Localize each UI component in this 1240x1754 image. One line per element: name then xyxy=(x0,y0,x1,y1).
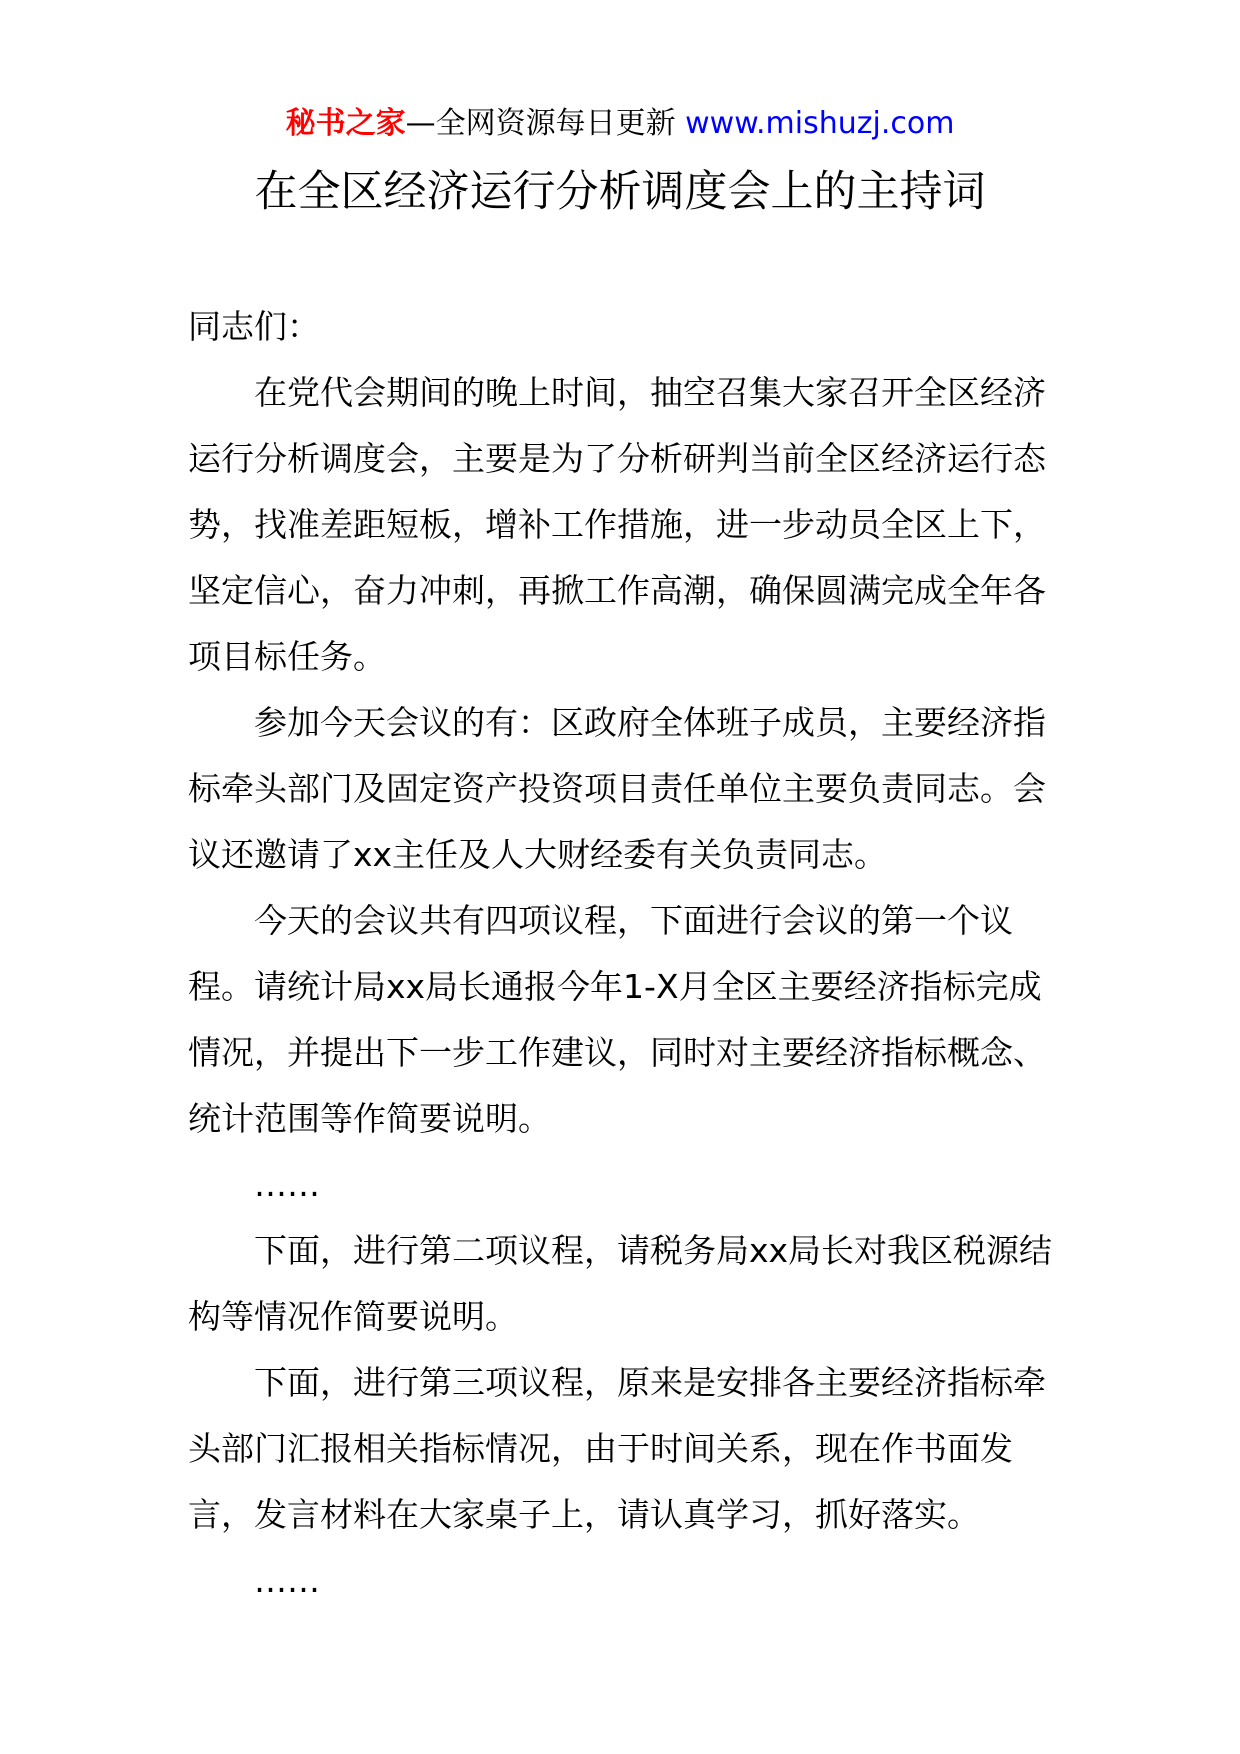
paragraph-attendees: 参加今天会议的有：区政府全体班子成员，主要经济指标牵头部门及固定资产投资项目责任单位主要负责同志。会议还邀请了xx主任及人大财经委有关负责同志。 xyxy=(188,703,1046,874)
salutation: 同志们： xyxy=(188,307,320,346)
site-tagline: —全网资源每日更新 xyxy=(405,106,676,141)
paragraph-agenda-three: 下面，进行第三项议程，原来是安排各主要经济指标牵头部门汇报相关指标情况，由于时间关系，现在作书面发言，发言材料在大家桌子上，请认真学习，抓好落实。 xyxy=(188,1363,1046,1534)
ellipsis-one: …… xyxy=(254,1165,320,1204)
document-body xyxy=(188,294,1058,1614)
site-header xyxy=(0,104,1240,144)
paragraph-agenda-one: 今天的会议共有四项议程，下面进行会议的第一个议程。请统计局xx局长通报今年1-X月全区主要经济指标完成情况，并提出下一步工作建议，同时对主要经济指标概念、统计范围等作简要说明。 xyxy=(188,901,1046,1138)
site-url-link[interactable]: www.mishuzj.com xyxy=(685,106,955,141)
ellipsis-two: …… xyxy=(254,1561,320,1600)
paragraph-opening: 在党代会期间的晚上时间，抽空召集大家召开全区经济运行分析调度会，主要是为了分析研判当前全区经济运行态势，找准差距短板，增补工作措施，进一步动员全区上下，坚定信心，奋力冲刺，再掀工作高潮，确保圆满完成全年各项目标任务。 xyxy=(188,373,1046,676)
paragraph-agenda-two: 下面，进行第二项议程，请税务局xx局长对我区税源结构等情况作简要说明。 xyxy=(188,1231,1053,1336)
site-brand: 秘书之家 xyxy=(285,106,406,141)
document-title: 在全区经济运行分析调度会上的主持词 xyxy=(254,167,986,217)
